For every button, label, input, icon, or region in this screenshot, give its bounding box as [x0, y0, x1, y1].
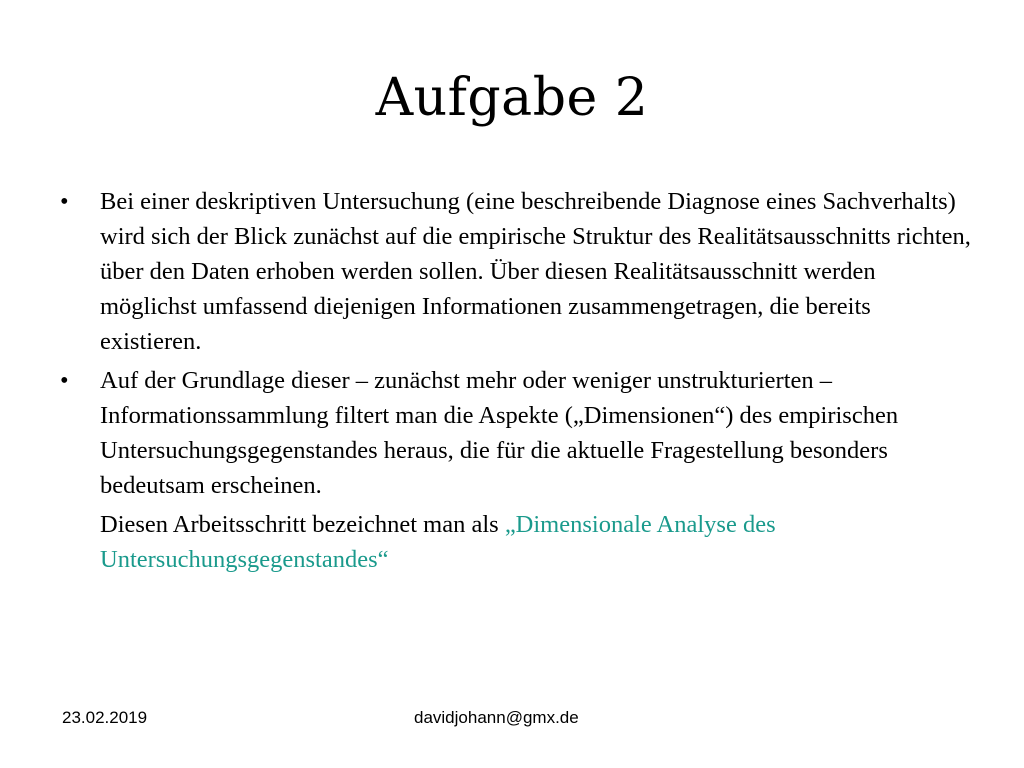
bullet-item	[58, 363, 978, 503]
closing-paragraph	[58, 507, 978, 577]
footer-email: davidjohann@gmx.de	[414, 708, 579, 727]
footer-date: 23.02.2019	[62, 708, 148, 727]
bullet-icon: •	[60, 188, 69, 215]
bullet-text: Auf der Grundlage dieser – zunächst mehr oder weniger unstrukturierten – Informationssammlung filtert man die Aspekte („Dimensionen“) des empirischen Untersuchungsgegenstandes heraus, die für die aktuelle Fragestellung besonders bedeutsam erscheinen.	[100, 367, 899, 499]
bullet-item	[58, 184, 978, 359]
bullet-text: Bei einer deskriptiven Untersuchung (eine beschreibende Diagnose eines Sachverhalts) wird sich der Blick zunächst auf die empirische Struktur des Realitätsausschnitts richten, über den Daten erhoben werden sollen. Über diesen Realitätsausschnitt werden möglichst umfassend diejenigen Informationen zusammengetragen, die bereits existieren.	[100, 188, 971, 355]
slide-title: Aufgabe 2	[375, 68, 649, 128]
closing-text: Diesen Arbeitsschritt bezeichnet man als	[100, 511, 505, 538]
closing-highlight: „Dimensionale Analyse des Untersuchungsgegenstandes“	[100, 511, 776, 573]
bullet-icon: •	[60, 367, 69, 394]
slide-content	[58, 184, 978, 577]
